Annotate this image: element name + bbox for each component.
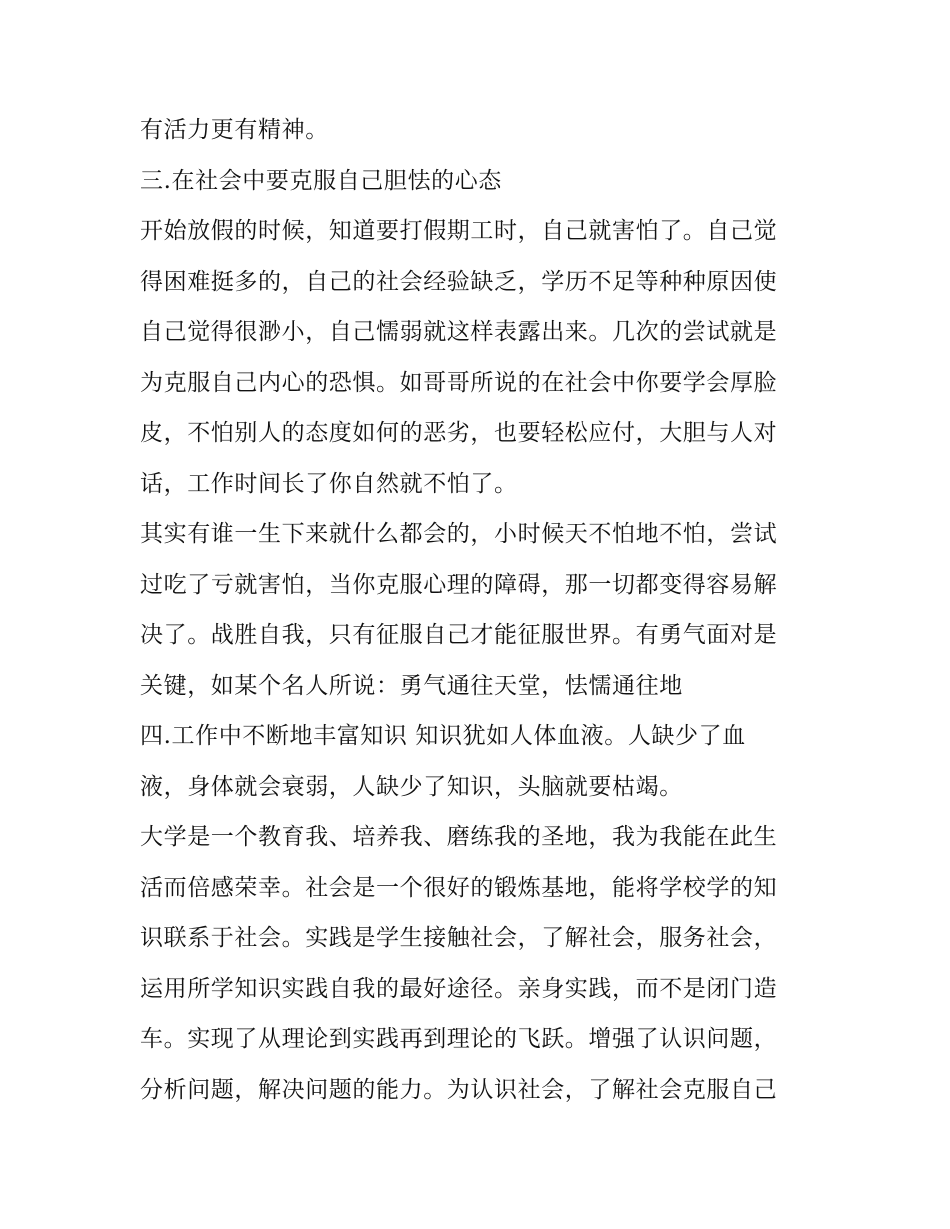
text-line: 其实有谁一生下来就什么都会的，小时候天不怕地不怕，尝试 <box>140 521 778 547</box>
text-line: 液，身体就会衰弱，人缺少了知识，头脑就要枯竭。 <box>140 773 683 800</box>
text-line: 决了。战胜自我，只有征服自己才能征服世界。有勇气面对是 <box>140 622 778 648</box>
text-line: 皮，不怕别人的态度如何的恶劣，也要轻松应付，大胆与人对 <box>140 420 778 446</box>
text-line: 开始放假的时候，知道要打假期工时，自己就害怕了。自己觉 <box>140 218 778 244</box>
text-line: 识联系于社会。实践是学生接触社会，了解社会，服务社会， <box>140 925 778 951</box>
text-line: 有活力更有精神。 <box>140 117 329 143</box>
text-line: 得困难挺多的，自己的社会经验缺乏，学历不足等种种原因使 <box>140 268 778 295</box>
text-line: 话，工作时间长了你自然就不怕了。 <box>140 470 518 497</box>
text-line: 自己觉得很渺小，自己懦弱就这样表露出来。几次的尝试就是 <box>140 319 778 345</box>
text-line: 为克服自己内心的恐惧。如哥哥所说的在社会中你要学会厚脸 <box>140 369 778 396</box>
section-heading: 三.在社会中要克服自己胆怯的心态 <box>140 167 502 194</box>
text-line: 运用所学知识实践自我的最好途径。亲身实践，而不是闭门造 <box>140 975 778 1002</box>
body-text <box>140 105 820 1115</box>
text-line: 分析问题，解决问题的能力。为认识社会，了解社会克服自己 <box>140 1076 778 1103</box>
text-line: 车。实现了从理论到实践再到理论的飞跃。增强了认识问题， <box>140 1026 778 1052</box>
text-line: 大学是一个教育我、培养我、磨练我的圣地，我为我能在此生 <box>140 824 778 850</box>
section-heading: 四.工作中不断地丰富知识 知识犹如人体血液。人缺少了血 <box>140 723 746 749</box>
text-line: 活而倍感荣幸。社会是一个很好的锻炼基地，能将学校学的知 <box>140 874 778 901</box>
text-line: 关键，如某个名人所说：勇气通往天堂，怯懦通往地 <box>140 672 683 699</box>
text-line: 过吃了亏就害怕，当你克服心理的障碍，那一切都变得容易解 <box>140 571 778 598</box>
